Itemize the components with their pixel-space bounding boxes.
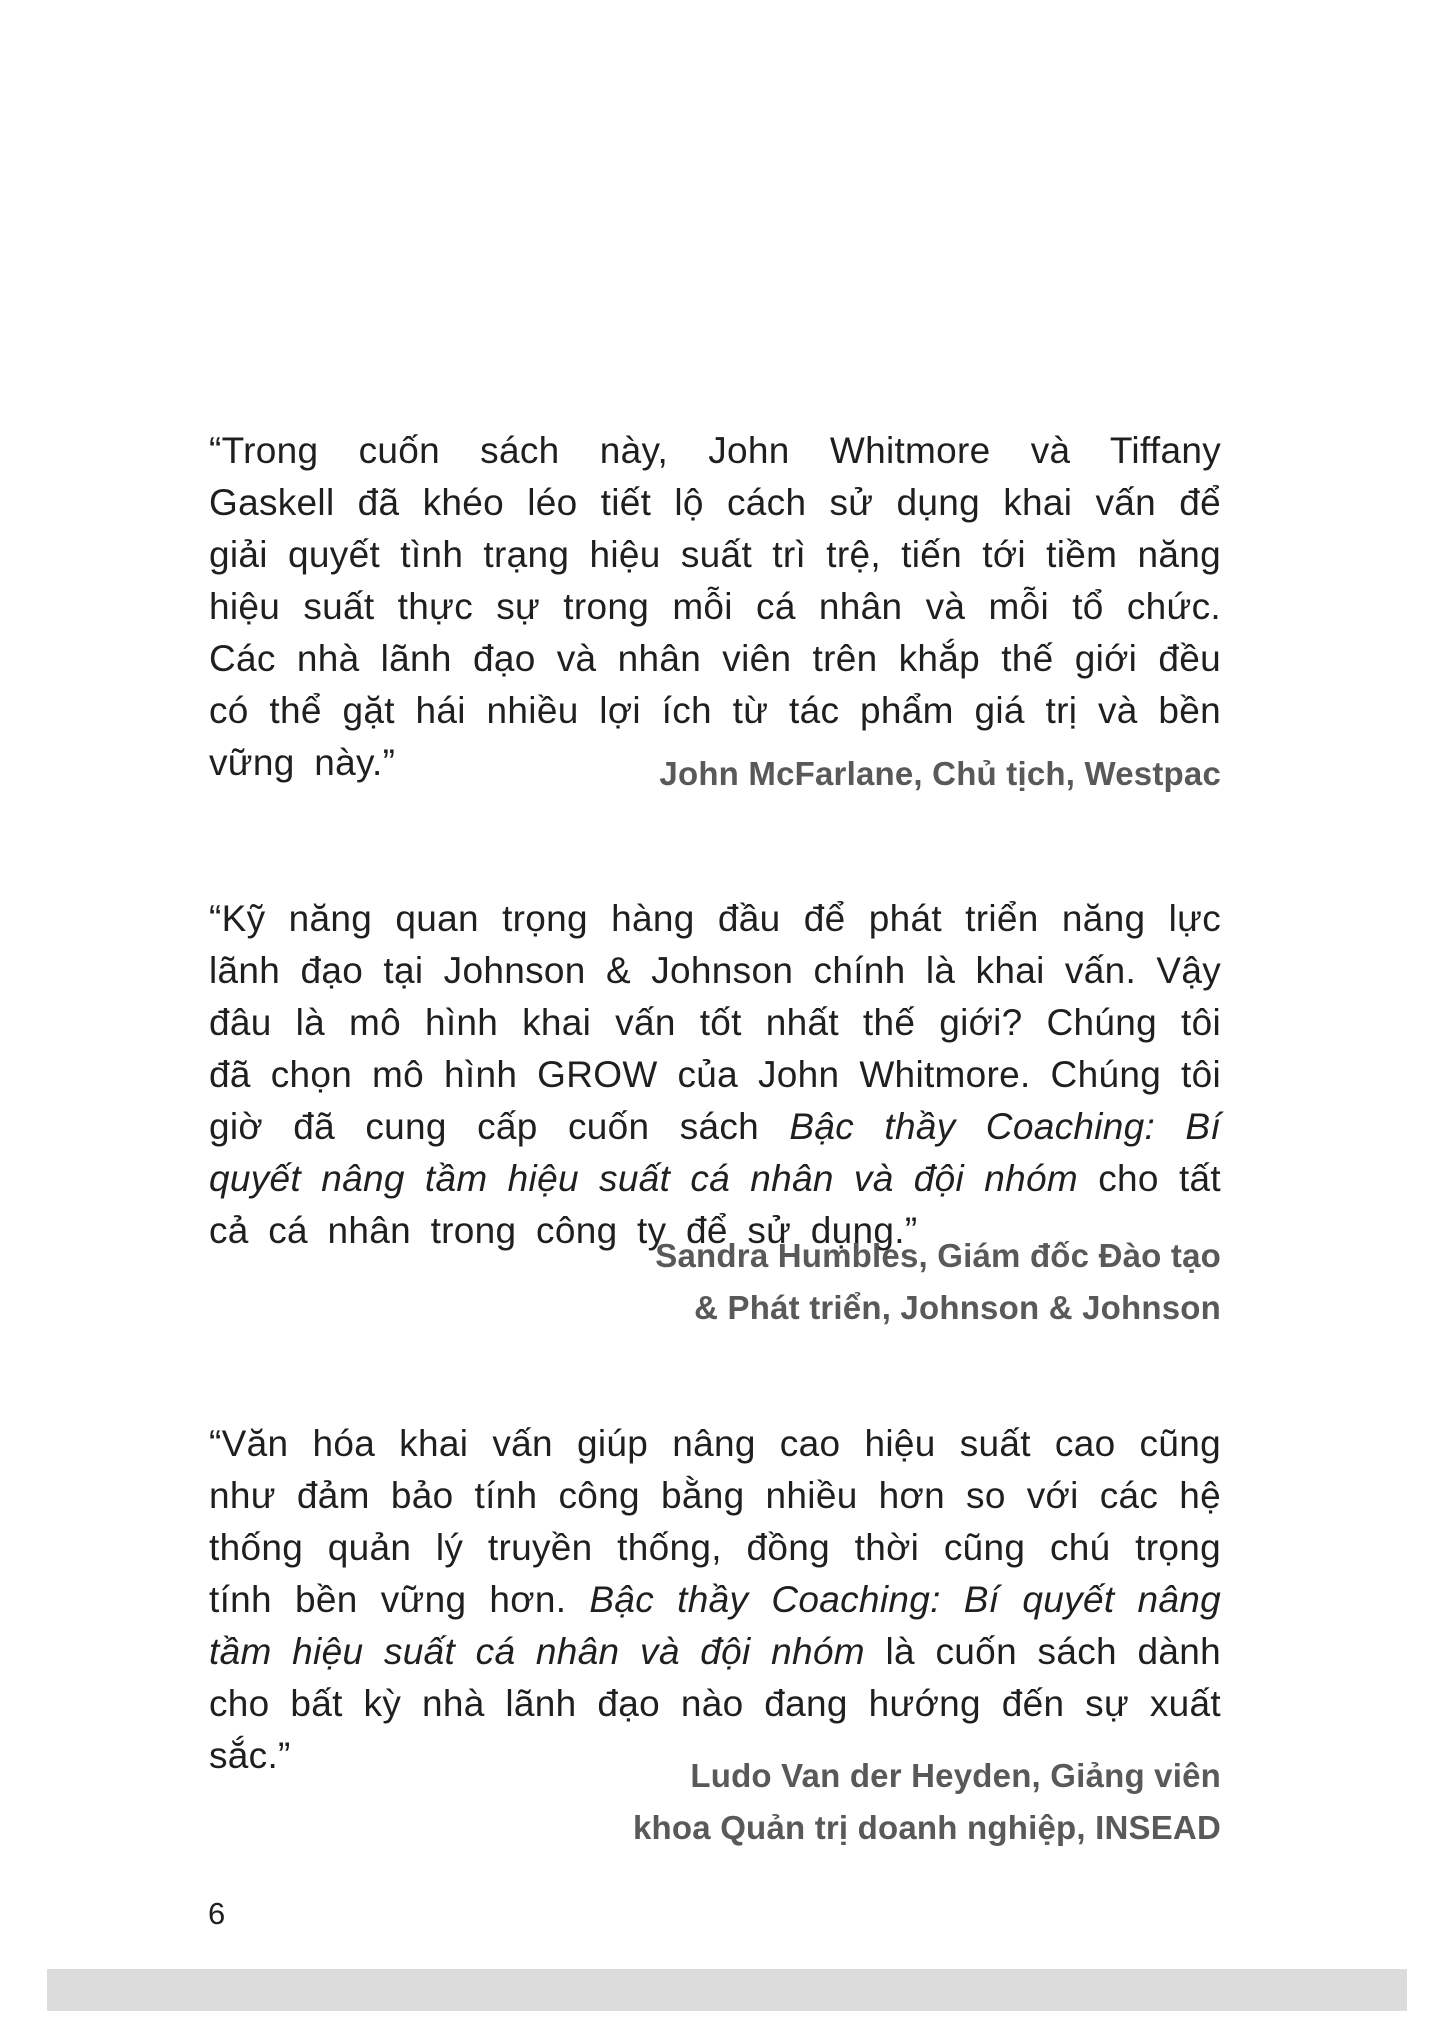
quote-2-book-title: Bậc thầy Coaching: Bí quyết nâng tầm hiệu suất cá nhân và đội nhóm: [209, 1106, 1221, 1199]
attribution-line: khoa Quản trị doanh nghiệp, INSEAD: [633, 1809, 1221, 1846]
attribution-line: Ludo Van der Heyden, Giảng viên: [690, 1757, 1221, 1794]
quote-3-attribution: [209, 1750, 1221, 1854]
quote-3-text-before-title: “Văn hóa khai vấn giúp nâng cao hiệu suất cao cũng như đảm bảo tính công bằng nhiều hơn so với các hệ thống quản lý truyền thống, đồng thời cũng chú trọng tính bền vững hơn.: [209, 1423, 1221, 1620]
page-number: 6: [208, 1896, 226, 1931]
quote-2-text-before-title: “Kỹ năng quan trọng hàng đầu để phát triển năng lực lãnh đạo tại Johnson & Johnson chính là khai vấn. Vậy đâu là mô hình khai vấn tốt nhất thế giới? Chúng tôi đã chọn mô hình GROW của John Whitmore. Chúng tôi giờ đã cung cấp cuốn sách: [209, 898, 1221, 1147]
quote-2-text-after-title: cho tất cả cá nhân trong công ty để sử dụng.”: [209, 1158, 1221, 1251]
quote-3-text: [209, 1418, 1221, 1782]
footer-bar: [47, 1969, 1407, 2011]
attribution-line: & Phát triển, Johnson & Johnson: [694, 1289, 1221, 1326]
attribution-line: Sandra Humbles, Giám đốc Đào tạo: [655, 1237, 1221, 1274]
quote-1-attribution: [209, 748, 1221, 800]
attribution-line: John McFarlane, Chủ tịch, Westpac: [659, 755, 1221, 792]
quote-2-attribution: [209, 1230, 1221, 1334]
quote-3-book-title: Bậc thầy Coaching: Bí quyết nâng tầm hiệu suất cá nhân và đội nhóm: [209, 1579, 1221, 1672]
quote-3-text-after-title: là cuốn sách dành cho bất kỳ nhà lãnh đạo nào đang hướng đến sự xuất sắc.”: [209, 1631, 1221, 1776]
quote-1-text: “Trong cuốn sách này, John Whitmore và Tiffany Gaskell đã khéo léo tiết lộ cách sử dụng khai vấn để giải quyết tình trạng hiệu suất trì trệ, tiến tới tiềm năng hiệu suất thực sự trong mỗi cá nhân và mỗi tổ chức. Các nhà lãnh đạo và nhân viên trên khắp thế giới đều có thể gặt hái nhiều lợi ích từ tác phẩm giá trị và bền vững này.”: [209, 430, 1221, 783]
quote-2-text: [209, 893, 1221, 1257]
